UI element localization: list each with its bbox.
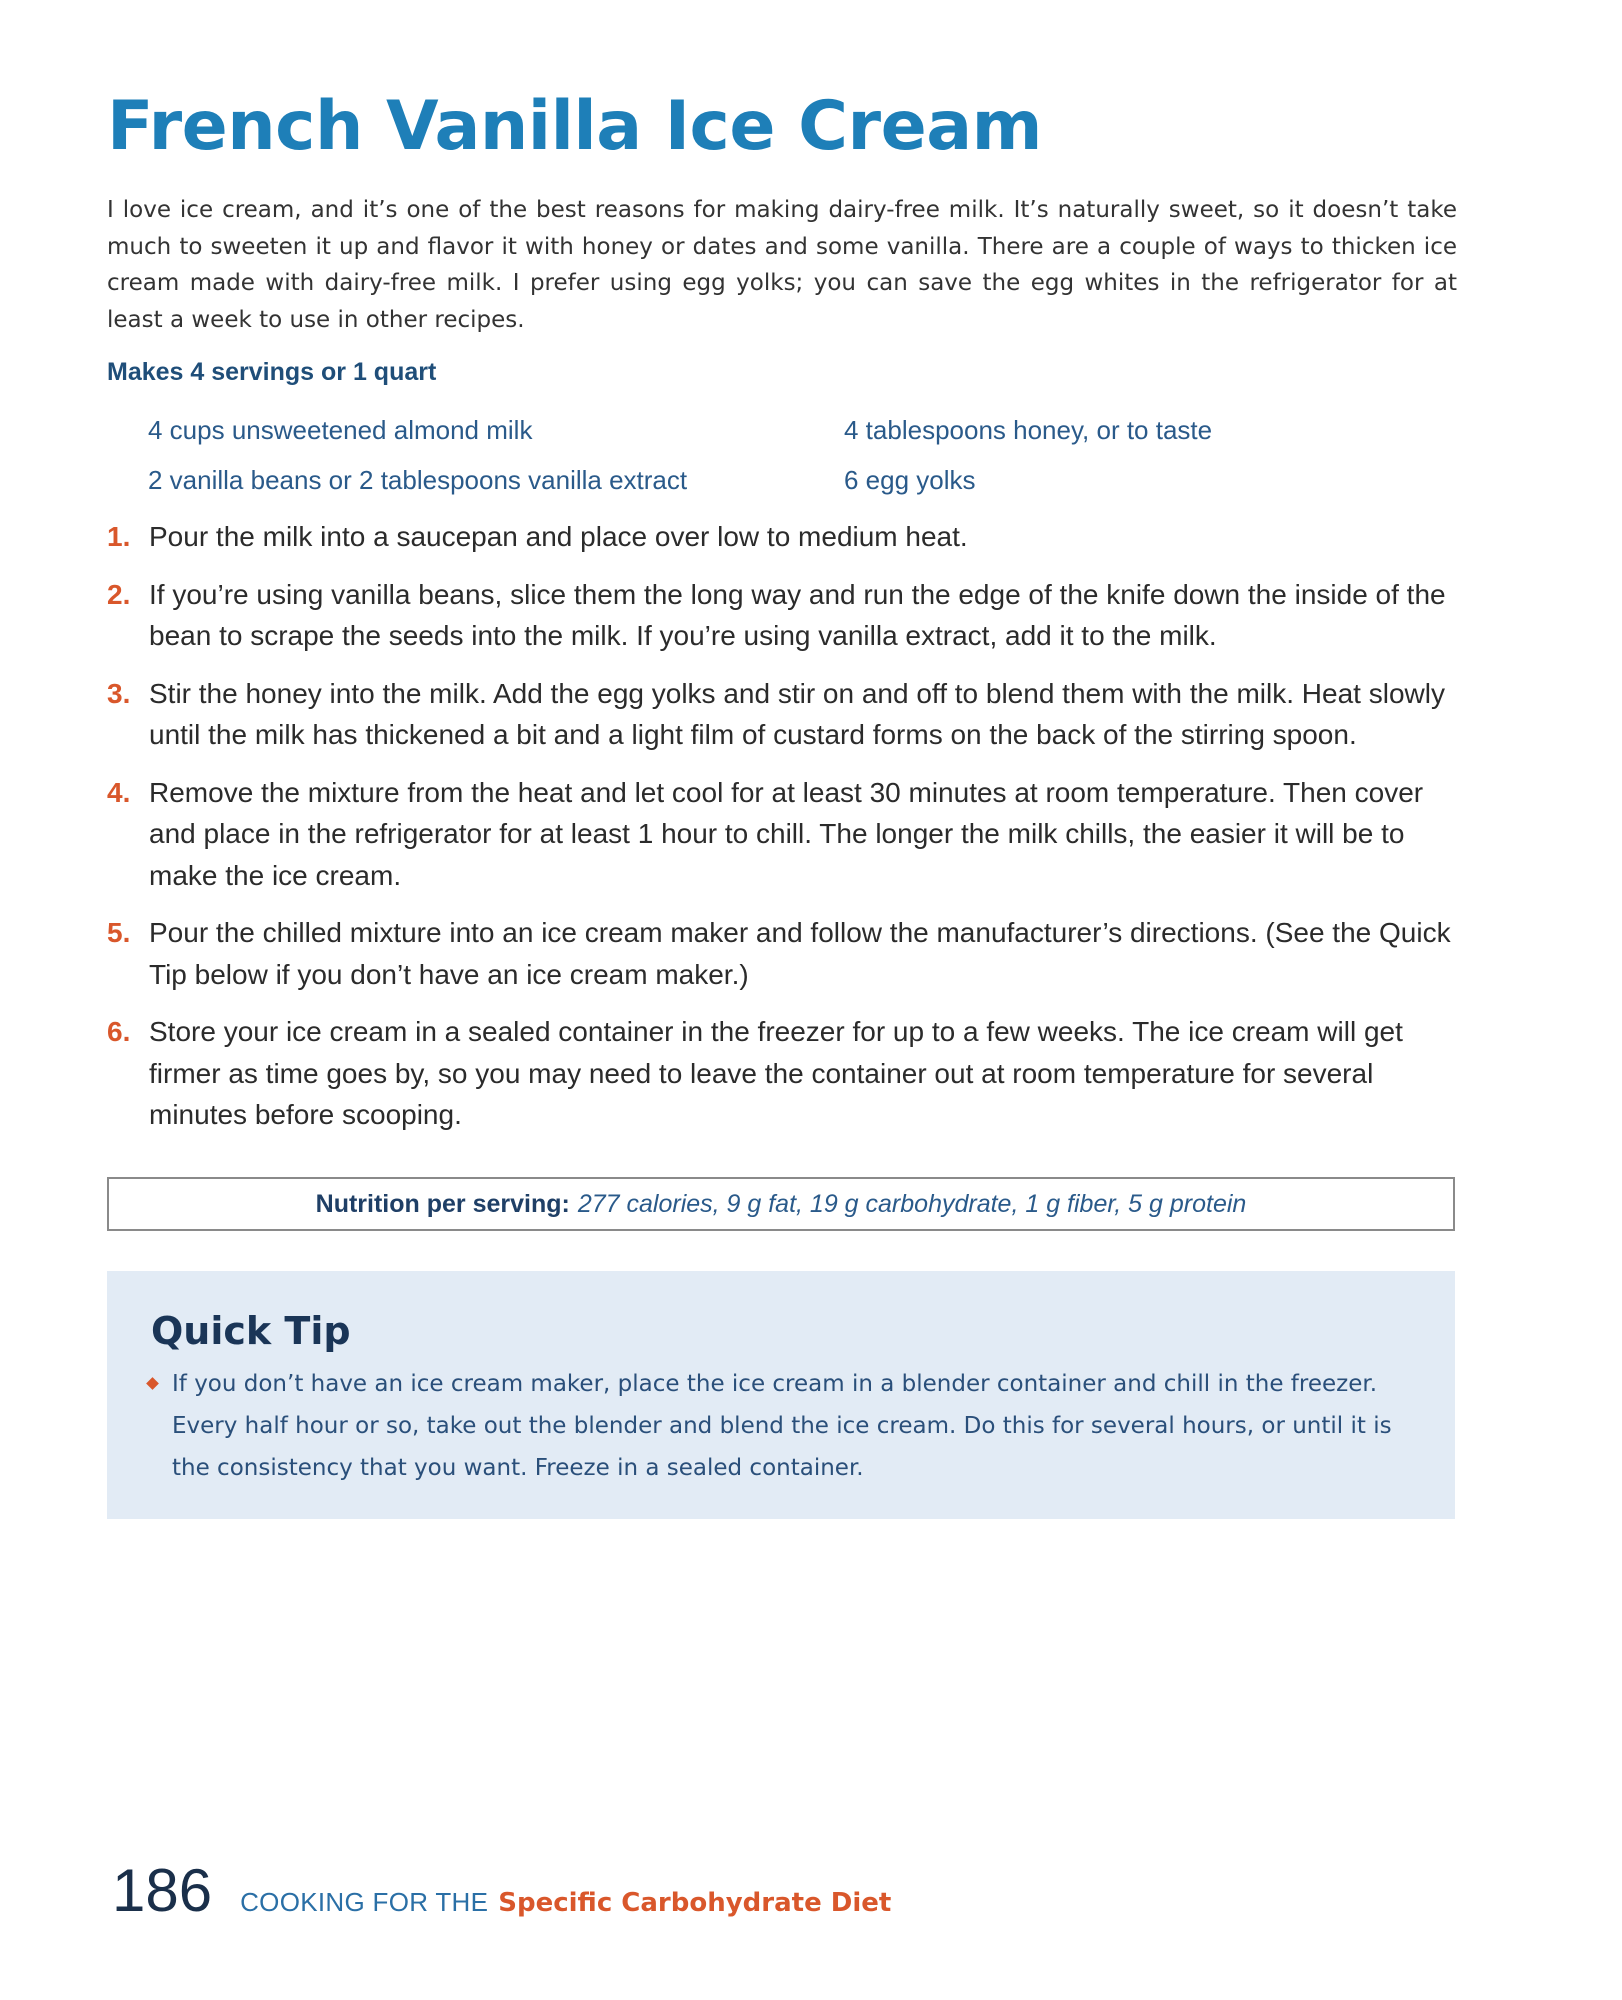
step-number: 4. <box>107 776 131 808</box>
nutrition-box <box>107 1177 1455 1231</box>
step-text: If you’re using vanilla beans, slice them the long way and run the edge of the knife down the inside of the bean to scrape the seeds into the milk. If you’re using vanilla extract, add it to the milk. <box>149 578 1446 651</box>
nutrition-label: Nutrition per serving: <box>315 1189 570 1218</box>
step-text: Remove the mixture from the heat and let cool for at least 30 minutes at room temperature. Then cover and place in the refrigerator for at least 1 hour to chill. The longer the milk chills, the easier it will be to make the ice cream. <box>149 776 1424 891</box>
ingredient-item: 4 tablespoons honey, or to taste <box>844 415 1213 445</box>
quick-tip-title: Quick Tip <box>151 1309 351 1353</box>
step-number: 6. <box>107 1016 131 1047</box>
instruction-step <box>107 516 1467 558</box>
step-text: Pour the chilled mixture into an ice cream maker and follow the manufacturer’s directions. (See the Quick Tip below if you don’t have an ice cream maker.) <box>149 917 1451 990</box>
ingredient-item: 2 vanilla beans or 2 tablespoons vanilla extract <box>148 465 688 495</box>
step-text: Stir the honey into the milk. Add the egg yolks and stir on and off to blend them with the milk. Heat slowly until the milk has thickened a bit and a light film of custard forms on the back of the stirring spoon. <box>149 677 1445 750</box>
instruction-step <box>107 772 1467 897</box>
instruction-step <box>107 673 1467 756</box>
recipe-intro: I love ice cream, and it’s one of the best reasons for making dairy-free milk. It’s naturally sweet, so it doesn’t take much to sweeten it up and flavor it with honey or dates and some vanilla. There are a couple of ways to thicken ice cream made with dairy-free milk. I prefer using egg yolks; you can save the egg whites in the refrigerator for at least a week to use in other recipes. <box>107 197 1457 333</box>
instruction-list <box>107 516 1467 1152</box>
step-number: 1. <box>107 521 131 552</box>
ingredient-item: 4 cups unsweetened almond milk <box>148 415 533 445</box>
instruction-step <box>107 574 1467 657</box>
quick-tip-box <box>107 1271 1455 1519</box>
page-footer <box>112 1856 891 1926</box>
recipe-yield: Makes 4 servings or 1 quart <box>107 358 437 386</box>
step-number: 3. <box>107 677 131 709</box>
book-title: COOKING FOR THE <box>240 1887 489 1917</box>
nutrition-values: 277 calories, 9 g fat, 19 g carbohydrate, 1 g fiber, 5 g protein <box>577 1189 1247 1218</box>
step-text: Store your ice cream in a sealed container in the freezer for up to a few weeks. The ice cream will get firmer as time goes by, so you may need to leave the container out at room temperature for several minutes before scooping. <box>149 1016 1403 1130</box>
recipe-title: French Vanilla Ice Cream <box>107 87 1042 166</box>
diamond-bullet-icon <box>146 1377 159 1390</box>
book-subtitle: Specific Carbohydrate Diet <box>498 1888 892 1918</box>
instruction-step <box>107 1011 1467 1136</box>
instruction-step <box>107 912 1467 995</box>
ingredient-item: 6 egg yolks <box>844 465 976 495</box>
step-number: 5. <box>107 917 131 948</box>
quick-tip-text: If you don’t have an ice cream maker, place the ice cream in a blender container and chill in the freezer. Every half hour or so, take out the blender and blend the ice cream. Do this for several hours, or until it is the consistency that you want. Freeze in a sealed container. <box>172 1371 1392 1481</box>
step-text: Pour the milk into a saucepan and place over low to medium heat. <box>149 521 968 552</box>
page-number: 186 <box>112 1857 213 1924</box>
quick-tip-text-container <box>172 1363 1432 1489</box>
step-number: 2. <box>107 578 131 610</box>
